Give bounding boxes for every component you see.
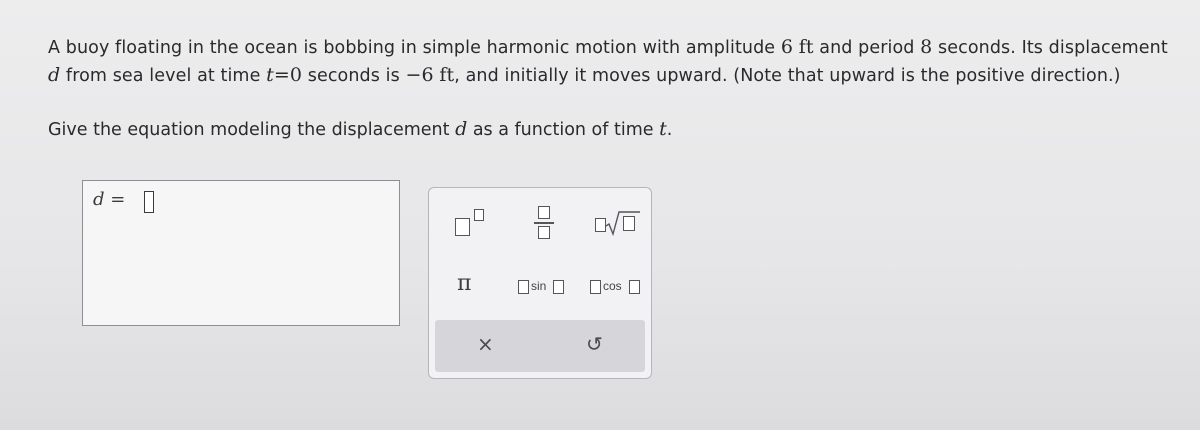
amplitude-value: 6 — [780, 36, 794, 58]
unit-text: ft — [798, 36, 814, 58]
sin-button[interactable] — [518, 278, 568, 296]
variable-t: t — [266, 64, 274, 86]
radicand-box-icon — [623, 216, 635, 231]
initial-displacement: −6 — [405, 64, 434, 86]
palette-action-bar — [435, 320, 645, 372]
time-zero: =0 — [273, 64, 303, 86]
sin-label: sin — [531, 279, 547, 293]
exponent-box-icon — [474, 209, 484, 221]
base-box-icon — [455, 218, 470, 236]
variable-d: d — [48, 64, 61, 86]
question-text: . — [666, 120, 673, 140]
sin-coefficient-box-icon — [518, 280, 529, 294]
exponent-button[interactable] — [453, 206, 491, 238]
cos-argument-box-icon — [629, 280, 640, 294]
variable-t: t — [659, 118, 667, 140]
undo-button[interactable] — [586, 332, 603, 356]
fraction-bar-icon — [534, 222, 554, 224]
math-palette — [428, 187, 652, 379]
fraction-button[interactable] — [531, 204, 557, 244]
cos-button[interactable] — [590, 278, 644, 296]
problem-text: from sea level at time — [60, 66, 267, 86]
question-text: as a function of time — [467, 120, 660, 140]
problem-text: seconds is — [302, 66, 406, 86]
cos-label: cos — [603, 279, 622, 293]
period-value: 8 — [920, 36, 933, 58]
problem-text: seconds. Its displacement — [932, 38, 1168, 58]
nth-root-button[interactable] — [593, 208, 641, 238]
question-text: Give the equation modeling the displacement — [48, 120, 456, 140]
clear-button[interactable] — [477, 332, 494, 356]
close-icon: × — [477, 332, 494, 356]
pi-symbol: π — [457, 271, 472, 296]
answer-label — [93, 189, 125, 210]
unit-text: ft — [439, 64, 455, 86]
equals-sign: = — [104, 189, 126, 210]
question-prompt — [48, 118, 672, 140]
numerator-box-icon — [538, 206, 550, 219]
answer-input-field[interactable] — [144, 191, 154, 213]
problem-line-2 — [48, 62, 1188, 90]
denominator-box-icon — [538, 226, 550, 239]
problem-text: and period — [813, 38, 921, 58]
problem-line-1 — [48, 34, 1188, 62]
problem-text: , and initially it moves upward. (Note that upward is the positive direction.) — [454, 66, 1121, 86]
problem-text: A buoy floating in the ocean is bobbing in simple harmonic motion with amplitude — [48, 38, 781, 58]
problem-statement — [48, 34, 1188, 90]
answer-input-box[interactable] — [82, 180, 400, 326]
cos-coefficient-box-icon — [590, 280, 601, 294]
variable-d: d — [455, 118, 468, 140]
sin-argument-box-icon — [553, 280, 564, 294]
answer-variable: d — [93, 189, 105, 210]
pi-button[interactable] — [457, 271, 471, 296]
undo-icon: ↺ — [586, 332, 603, 356]
